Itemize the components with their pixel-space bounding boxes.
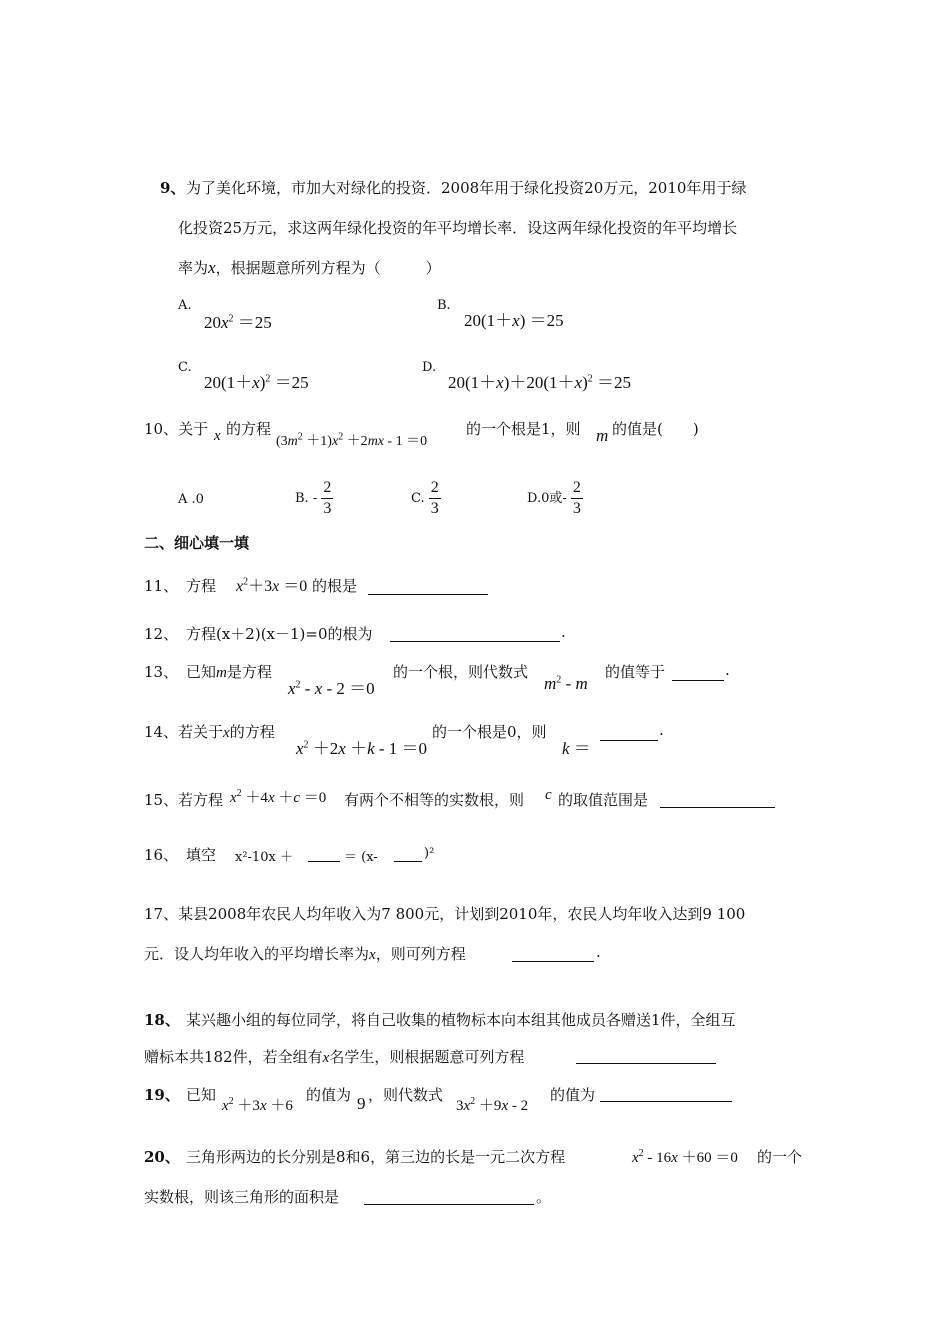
q14-pre: 若关于x的方程 [178, 723, 275, 741]
q17-answer-blank[interactable] [512, 960, 594, 962]
q9-option-c-equation: $20(1+x)^2 =25$ [204, 373, 309, 392]
q19-mid: 的值为 [306, 1086, 352, 1104]
q11-pre: 方程 [186, 577, 217, 595]
q14-number: 14、 [144, 723, 179, 741]
q12-text: 方程(x＋2)(x－1)=0的根为 [186, 625, 373, 643]
q13-mid2: 的一个根，则代数式 [393, 663, 529, 681]
q10-option-a[interactable]: A .0 [178, 492, 204, 507]
q12-answer-blank[interactable] [390, 640, 560, 642]
q9-option-d-label[interactable]: D. [422, 360, 437, 375]
q16-expr2: ＝ (x- [344, 850, 378, 865]
q16-expr3: )² [424, 846, 435, 861]
q14-equation: $x^2 +2x +k - 1 =0$ [296, 739, 428, 758]
q15-mid: 有两个不相等的实数根，则 [344, 791, 525, 809]
q11-post: 的根是 [312, 577, 358, 595]
section-heading: 二、细心填一填 [144, 534, 250, 552]
q9-line3: 率为x，根据题意所列方程为（ ） [178, 258, 441, 277]
q19-answer-blank[interactable] [600, 1100, 732, 1102]
q9-option-a-label[interactable]: A. [178, 298, 192, 313]
q13-pre: 已知m是方程 [186, 663, 272, 681]
q9-option-b-label[interactable]: B. [437, 298, 451, 313]
q16-expr1: x²-10x ＋ [235, 850, 293, 865]
q15-var: c [545, 787, 552, 803]
q20-number: 20、 [144, 1148, 180, 1166]
q13-equation: $x^2 - x - 2 =0$ [288, 679, 375, 698]
q19-value: 9 [357, 1094, 366, 1113]
q15-post: 的取值范围是 [558, 791, 649, 809]
q10-option-c[interactable]: C. $\frac{2}{3}$ [411, 479, 439, 517]
q9-option-b-equation: 20(1＋x) ＝25 [464, 311, 564, 330]
q17-line1: 17、某县2008年农民人均年收入为7 800元，计划到2010年，农民人均年收入达到9 100 [144, 905, 746, 923]
q9-option-a-equation: $20x^2 =25$ [204, 313, 272, 332]
q19-mid2: ，则代数式 [368, 1086, 444, 1104]
q19-pre: 已知 [186, 1086, 217, 1104]
q18-answer-blank[interactable] [576, 1062, 716, 1064]
q9-line2: 化投资25万元，求这两年绿化投资的年平均增长率．设这两年绿化投资的年平均增长 [178, 219, 738, 237]
q15-answer-blank[interactable] [660, 806, 775, 808]
q14-end: . [659, 721, 664, 739]
q9-number: 9、 [160, 179, 186, 197]
q20-line1-pre: 三角形两边的长分别是8和6，第三边的长是一元二次方程 [186, 1148, 566, 1166]
q19-post: 的值为 [550, 1086, 596, 1104]
q18-line1: 某兴趣小组的每位同学，将自己收集的植物标本向本组其他成员各赠送1件，全组互 [186, 1011, 736, 1029]
q20-end: 。 [536, 1188, 552, 1206]
q10-post: 的一个根是1，则 [466, 420, 581, 438]
q16-number: 16、 [144, 846, 179, 864]
q16-blank-1[interactable] [308, 860, 340, 862]
q18-line2: 赠标本共182件，若全组有x名学生，则根据题意可列方程 [144, 1048, 525, 1066]
q10-var-x: x [214, 428, 221, 444]
q15-equation: $x^2 +4x +c =0$ [230, 788, 327, 806]
q20-line2: 实数根，则该三角形的面积是 [144, 1188, 340, 1206]
q9-line1: 为了美化环境，市加大对绿化的投资．2008年用于绿化投资20万元，2010年用于绿 [186, 179, 747, 197]
q20-equation: $x^2 - 16x +60 =0$ [632, 1148, 738, 1166]
q19-expression-1: $x^2 +3x +6$ [222, 1096, 293, 1114]
q9-option-d-equation: $20(1+x)+20(1+x)^2 =25$ [448, 373, 632, 392]
q10-option-d[interactable]: D.0或- $\frac{2}{3}$ [527, 479, 581, 517]
q18-number: 18、 [144, 1011, 180, 1029]
q10-var-m: m [596, 426, 609, 445]
q13-answer-blank[interactable] [672, 679, 724, 681]
q14-answer-blank[interactable] [600, 739, 658, 741]
q14-variable-k: k ＝ [562, 739, 591, 758]
q16-blank-2[interactable] [394, 860, 422, 862]
q20-line1-post: 的一个 [757, 1148, 803, 1166]
q13-number: 13、 [144, 663, 179, 681]
q12-number: 12、 [144, 625, 179, 643]
q10-line: 10、关于 [144, 420, 209, 438]
q17-end: . [596, 943, 601, 961]
q15-pre: 若方程 [178, 791, 224, 809]
q10-equation: $(3m^2 +1)x^2 +2mx - 1 =0$ [276, 431, 428, 449]
q13-post: 的值等于 [605, 663, 666, 681]
q10-mid: 的方程 [226, 420, 272, 438]
q13-expression: $m^2$ - m [544, 674, 588, 693]
q12-end: . [561, 623, 566, 641]
q17-line2: 元．设人均年收入的平均增长率为x，则可列方程 [144, 945, 466, 963]
q19-number: 19、 [144, 1086, 180, 1104]
q10-end: 的值是( ) [612, 420, 699, 438]
q16-pre: 填空 [186, 846, 217, 864]
q11-answer-blank[interactable] [368, 593, 488, 595]
q11-number: 11、 [144, 577, 179, 595]
q13-end: . [725, 661, 730, 679]
q19-expression-2: $3x^2 +9x - 2$ [456, 1096, 529, 1114]
q15-number: 15、 [144, 791, 179, 809]
q20-answer-blank[interactable] [364, 1203, 534, 1205]
q9-option-c-label[interactable]: C. [178, 360, 192, 375]
q11-equation: $x^2+3x =0$ [236, 576, 308, 595]
q10-option-b[interactable]: B. - $\frac{2}{3}$ [295, 479, 332, 517]
q14-post: 的一个根是0，则 [432, 723, 547, 741]
